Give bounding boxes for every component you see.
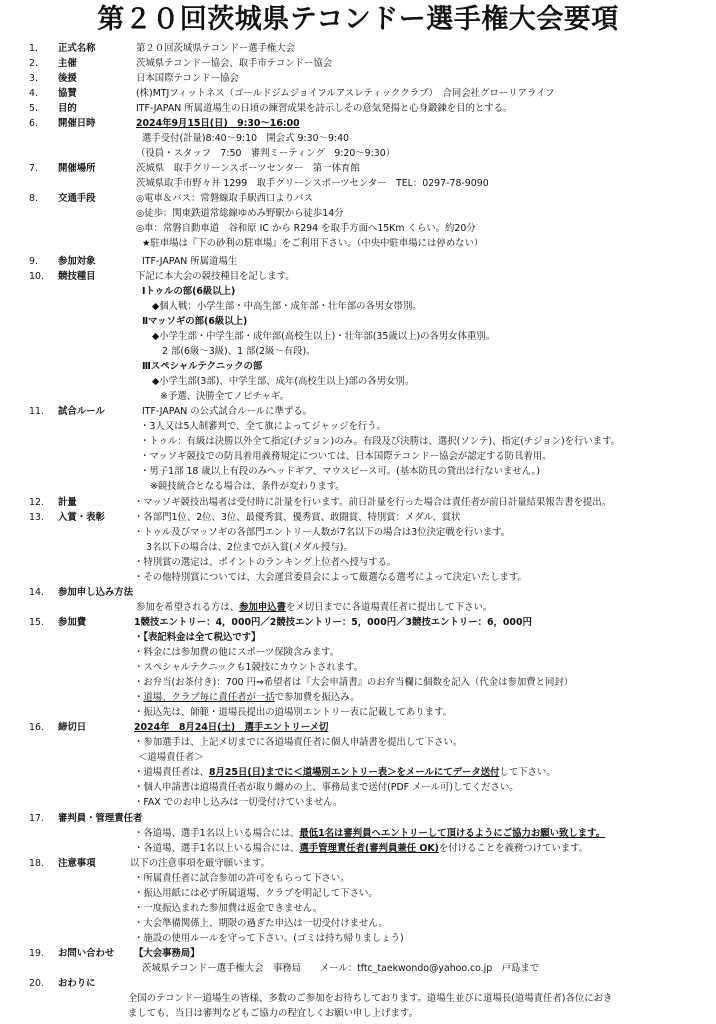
section-14 xyxy=(0,585,716,600)
deadline-date: 2024年 8月24日(土) 選手エントリーメ切 xyxy=(134,722,329,733)
fee-line xyxy=(134,690,360,705)
office-heading: 【大会事務局】 xyxy=(134,948,200,959)
section-value: 以下の注意事項を厳守願います。 xyxy=(130,858,270,869)
parking-note: ★駐車場は『下の砂利の駐車場』をご利用下さい。（中央中駐車場には停めない） xyxy=(142,238,484,249)
referee-text: を付けることを義務つけています。 xyxy=(438,843,589,854)
award-line: ・その他特別賞については、大会運営委員会によって厳選なる選考によって決定いたします。 xyxy=(134,572,527,583)
section-value: 下記に本大会の競技種目を記します。 xyxy=(136,271,295,282)
section-8-line xyxy=(0,236,716,251)
page-title: 第２０回茨城県テコンドー選手権大会要項 xyxy=(97,4,619,35)
section-20-line xyxy=(0,1006,716,1021)
section-number: 10. xyxy=(29,271,44,282)
section-label: 競技種目 xyxy=(58,271,96,282)
section-10-line xyxy=(0,284,716,299)
section-number: 16. xyxy=(29,722,44,733)
section-9 xyxy=(0,254,716,269)
section-15-line xyxy=(0,630,716,645)
section-5 xyxy=(0,101,716,116)
section-6-line xyxy=(0,131,716,146)
fee-text: で参加費を振込み。 xyxy=(274,692,360,703)
section-19 xyxy=(0,946,716,961)
section-number: 9. xyxy=(29,256,38,267)
event-tul-detail: ◆個人戦：小学生部・中高生部・成年部・壮年部の各男女帯別。 xyxy=(152,301,422,312)
section-16-line xyxy=(0,735,716,750)
section-16 xyxy=(0,720,716,735)
section-label: 計量 xyxy=(58,497,77,508)
section-15-line xyxy=(0,690,716,705)
fee-line: ・スペシャルテクニックも1競技にカウントされます。 xyxy=(134,662,364,673)
fee-line: ・料金には参加費の他にスポーツ保険含みます。 xyxy=(134,647,340,658)
section-label: 目的 xyxy=(58,103,77,114)
section-label: 入賞・表彰 xyxy=(58,512,105,523)
section-18-line xyxy=(0,871,716,886)
section-value: ITF-JAPAN 所属道場生の日頃の練習成果を詩示しその意気発揚と心身鍛錬を目的とする。 xyxy=(136,103,513,114)
notice-line: ・振込用紙には必ず所属道場、クラブを明記して下さい。 xyxy=(134,888,378,899)
section-13 xyxy=(0,510,716,525)
section-label: 協賛 xyxy=(58,88,77,99)
section-2 xyxy=(0,56,716,71)
section-10-line xyxy=(0,314,716,329)
closing-text: ましても、当日は審判などもご協力の程宜しくお願い申し上げます。 xyxy=(128,1008,418,1019)
deadline-subheading: ＜道場責任者＞ xyxy=(138,752,204,763)
fee-line: ・振込先は、師範・道場長提出の道場別エントリー表に記載してあります。 xyxy=(134,707,453,718)
section-value: (株)MTJフィットネス（ゴールドジムジョイフルアスレティッククラブ） 合同会社グローリアライフ xyxy=(136,88,555,99)
section-value: 日本国際テコンドー協会 xyxy=(136,73,239,84)
section-1 xyxy=(0,41,716,56)
section-15-line xyxy=(0,660,716,675)
section-12 xyxy=(0,495,716,510)
event-sparring-detail: ◆小学生部・中学生部・成年部(高校生以上)・壮年部(35歳以上)の各男女体重別。 xyxy=(152,331,496,342)
event-sparring-heading: Ⅱマッソギの部(6級以上) xyxy=(142,316,248,327)
fee-line: ・お弁当(お茶付き)：700 円⇒希望者は『大会申請書』のお弁当欄に個数を記入（代金は参加費と同封） xyxy=(134,677,574,688)
rule-line: ・トゥル：有級は決勝以外全て指定(チジョン)のみ。有段及び決勝は、選択(ソンテ)、指定(チジョン)を行います。 xyxy=(140,436,621,447)
office-contact: 茨城県テコンドー選手権大会 事務局 メール：tftc_taekwondo@yahoo.co.jp 戸島まで xyxy=(142,963,540,974)
event-tul-heading: Ⅰトゥルの部(6級以上) xyxy=(142,286,236,297)
section-label: おわりに xyxy=(58,978,96,989)
event-sparring-divisions: 2 部(6級〜3級)、1 部(2級〜有段)。 xyxy=(162,346,316,357)
section-label: 注意事項 xyxy=(58,858,96,869)
award-line: ・トゥル及びマッソギの各部門エントリー人数が7名以下の場合は3位決定戦を行います。 xyxy=(134,527,511,538)
section-label: 交通手段 xyxy=(58,193,96,204)
referee-highlight: 選手管理責任者(審判員兼任 OK) xyxy=(299,843,439,854)
award-line: 3名以下の場合は、2位までが入賞(メダル授与)。 xyxy=(146,542,353,553)
deadline-line: ・個人申請書は道場責任者が取り纏めの上、事務局まで送付(PDF メール可)してください。 xyxy=(134,782,519,793)
section-10-line xyxy=(0,374,716,389)
rule-note: ※競技統合となる場合は、条件が変わります。 xyxy=(150,481,345,492)
section-value: 第２０回茨城県テコンドー選手権大会 xyxy=(136,43,296,54)
notice-line: ・一度振込まれた参加費は返金できません。 xyxy=(134,903,323,914)
section-number: 8. xyxy=(29,193,38,204)
section-7 xyxy=(0,161,716,176)
referee-text: ・各道場、選手1名以上いる場合には、 xyxy=(134,828,300,839)
section-10-line xyxy=(0,329,716,344)
section-value: ・各部門1位、2位、3位、最優秀賞、優秀賞、敢闘賞、特別賞：メダル、賞状 xyxy=(134,512,461,523)
staff-time: （役員・スタッフ 7:50 審判ミーティング 9:20〜9:30） xyxy=(136,148,396,159)
section-20-line xyxy=(0,991,716,1006)
event-special-heading: Ⅲスペシャルテクニックの部 xyxy=(142,361,263,372)
access-car: ◎車：常磐自動車道 谷和原 IC から R294 を取手方面へ15Km くらい。約20分 xyxy=(136,223,476,234)
section-17-line xyxy=(0,826,716,841)
section-16-line xyxy=(0,780,716,795)
section-7-line xyxy=(0,176,716,191)
section-number: 7. xyxy=(29,163,38,174)
section-number: 4. xyxy=(29,88,38,99)
fee-value: 1競技エントリー：4，000円／2競技エントリー：5，000円／3競技エントリー：6，000円 xyxy=(134,617,532,628)
section-13-line xyxy=(0,525,716,540)
access-walk: ◎徒歩：関東鉄道常総線ゆめみ野駅から徒歩14分 xyxy=(136,208,344,219)
section-number: 12. xyxy=(29,497,44,508)
section-number: 11. xyxy=(29,406,44,417)
section-4 xyxy=(0,86,716,101)
event-special-detail: ◆小学生部(3部)、中学生部、成年(高校生以上)部の各男女別。 xyxy=(152,376,415,387)
section-15-line xyxy=(0,645,716,660)
section-17 xyxy=(0,811,716,826)
section-number: 3. xyxy=(29,73,38,84)
referee-line xyxy=(134,826,605,841)
section-number: 13. xyxy=(29,512,44,523)
section-label: 参加対象 xyxy=(58,256,96,267)
section-11-line xyxy=(0,449,716,464)
section-value: ◎電車＆バス：常磐線取手駅西口よりバス xyxy=(136,193,313,204)
section-8-line xyxy=(0,206,716,221)
section-number: 18. xyxy=(29,858,44,869)
section-value: 茨城県 取手グリーンスポーツセンター 第一体育館 xyxy=(136,163,360,174)
section-label: 開催場所 xyxy=(58,163,96,174)
section-11 xyxy=(0,404,716,419)
section-16-line xyxy=(0,795,716,810)
section-label: 参加申し込み方法 xyxy=(58,587,134,598)
section-label: 後援 xyxy=(58,73,77,84)
section-10-line xyxy=(0,344,716,359)
section-label: 試合ルール xyxy=(58,406,105,417)
section-18-line xyxy=(0,901,716,916)
section-6 xyxy=(0,116,716,131)
section-number: 6. xyxy=(29,118,38,129)
section-number: 19. xyxy=(29,948,44,959)
section-number: 5. xyxy=(29,103,38,114)
section-11-line xyxy=(0,419,716,434)
deadline-line: ・FAX でのお申し込みは一切受付けていません。 xyxy=(134,797,343,808)
section-11-line xyxy=(0,464,716,479)
section-8 xyxy=(0,191,716,206)
section-16-line xyxy=(0,765,716,780)
section-label: お問い合わせ xyxy=(58,948,115,959)
section-label: 参加費 xyxy=(58,617,87,628)
section-value: ・マッソギ競技出場者は受付時に計量を行います。前日計量を行った場合は責任者が前日計量結果報告書を提出。 xyxy=(134,497,612,508)
event-special-note: ※予選、決勝全てノピチャギ。 xyxy=(160,391,290,402)
apply-text: をメ切日までに各道場責任者に提出して下さい。 xyxy=(286,602,493,613)
section-10-line xyxy=(0,299,716,314)
notice-line: ・施設の使用ルールを守って下さい。(ゴミは持ち帰りましょう) xyxy=(134,933,404,944)
section-15 xyxy=(0,615,716,630)
section-15-line xyxy=(0,675,716,690)
section-16-line xyxy=(0,750,716,765)
section-18 xyxy=(0,856,716,871)
section-10-line xyxy=(0,359,716,374)
section-13-line xyxy=(0,540,716,555)
section-label: 審判員・管理責任者 xyxy=(58,813,143,824)
section-number: 14. xyxy=(29,587,44,598)
venue-address: 茨城県取手市野々井 1299 取手グリーンスポーツセンター TEL：0297-78-9090 xyxy=(136,178,489,189)
section-value: 茨城県テコンドー協会、取手市テコンドー協会 xyxy=(136,58,333,69)
fee-highlight: 道場、クラブ毎に責任者が一括 xyxy=(143,692,275,703)
section-label: 主催 xyxy=(58,58,77,69)
section-13-line xyxy=(0,555,716,570)
section-value: ITF-JAPAN の公式試合ルールに準ずる。 xyxy=(142,406,312,417)
section-18-line xyxy=(0,886,716,901)
section-20 xyxy=(0,976,716,991)
deadline-line xyxy=(134,765,556,780)
section-6-line xyxy=(0,146,716,161)
section-14-line xyxy=(0,600,716,615)
fee-text: ・ xyxy=(134,692,144,703)
closing-text: 全国のテコンドー道場生の皆様、多数のご参加をお待ちしております。道場生並びに道場長(道場責任者)各位におき xyxy=(128,993,613,1004)
section-18-line xyxy=(0,931,716,946)
deadline-text: して下さい。 xyxy=(499,767,556,778)
section-17-line xyxy=(0,841,716,856)
apply-text: 参加を希望される方は、 xyxy=(136,602,240,613)
section-label: 正式名称 xyxy=(58,43,96,54)
rule-line: ・男子1部 18 歳以上有段のみヘッドギア、マウスピース可。(基本防具の貸出は行ないません。) xyxy=(140,466,540,477)
section-11-line xyxy=(0,434,716,449)
deadline-line: ・参加選手は、上記メ切までに各道場責任者に個人申請書を提出して下さい。 xyxy=(134,737,463,748)
fee-tax-note: ・【表記料金は全て税込です】 xyxy=(134,632,261,643)
section-10 xyxy=(0,269,716,284)
section-3 xyxy=(0,71,716,86)
section-number: 2. xyxy=(29,58,38,69)
referee-line xyxy=(134,841,588,856)
section-number: 20. xyxy=(29,978,44,989)
notice-line: ・大会準備関係上、期限の過ぎた申込は一切受付けません。 xyxy=(134,918,388,929)
apply-line xyxy=(136,600,492,615)
rule-line: ・マッソギ競技での防具着用義務規定については、日本国際テコンドー協会が認定する防具着用。 xyxy=(140,451,552,462)
section-number: 1. xyxy=(29,43,38,54)
deadline-highlight: 8月25日(日)までに＜道場別エントリー表＞をメールにてデータ送付 xyxy=(209,767,500,778)
award-line: ・特別賞の選定は、ポイントのランキング上位者へ授与する。 xyxy=(134,557,397,568)
referee-text: ・各道場、選手1名以上いる場合には、 xyxy=(134,843,300,854)
section-15-line xyxy=(0,705,716,720)
section-value: ITF-JAPAN 所属道場生 xyxy=(142,256,238,267)
section-19-line xyxy=(0,961,716,976)
section-8-line xyxy=(0,221,716,236)
section-10-line xyxy=(0,389,716,404)
reception-time: 選手受付(計量)8:40〜9:10 開会式 9:30〜9:40 xyxy=(142,133,350,144)
event-date: 2024年9月15日(日) 9:30〜16:00 xyxy=(136,118,300,129)
deadline-text: ・道場責任者は、 xyxy=(134,767,210,778)
referee-highlight: 最低1名は審判員へエントリーして頂けるようにご協力お願い致します。 xyxy=(299,828,606,839)
apply-form: 参加申込書 xyxy=(239,602,287,613)
section-label: 開催日時 xyxy=(58,118,96,129)
rule-line: ・3人又は5人制審判で、全て旗によってジャッジを行う。 xyxy=(140,421,386,432)
section-number: 15. xyxy=(29,617,44,628)
section-18-line xyxy=(0,916,716,931)
section-13-line xyxy=(0,570,716,585)
section-number: 17. xyxy=(29,813,44,824)
notice-line: ・所属責任者に試合参加の許可をもらって下さい。 xyxy=(134,873,350,884)
section-11-line xyxy=(0,479,716,494)
section-label: 締切日 xyxy=(58,722,87,733)
